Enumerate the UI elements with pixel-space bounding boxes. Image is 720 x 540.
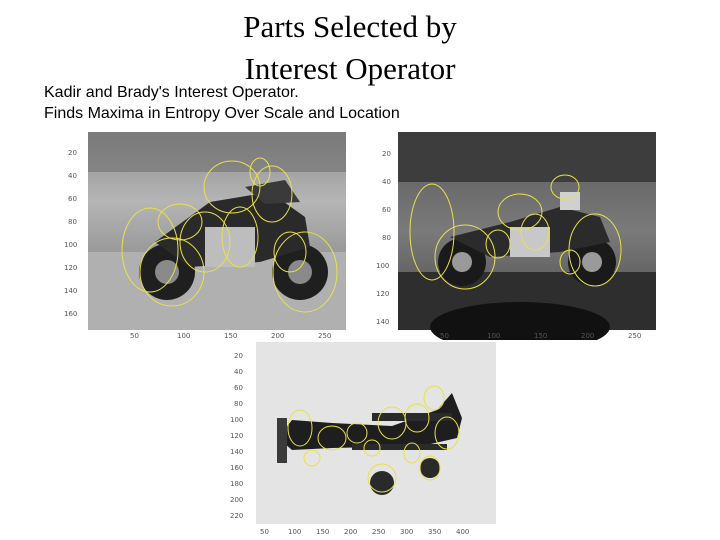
y-tick: 40 (234, 368, 243, 376)
y-tick: 60 (234, 384, 243, 392)
y-tick: 60 (68, 195, 77, 203)
y-tick: 40 (382, 178, 391, 186)
y-tick: 20 (68, 149, 77, 157)
y-tick: 140 (376, 318, 390, 326)
y-tick: 100 (230, 416, 244, 424)
y-axis-ticks (230, 352, 243, 520)
y-tick: 120 (230, 432, 244, 440)
x-tick: 300 (400, 528, 414, 536)
y-tick: 80 (68, 218, 77, 226)
y-tick: 160 (230, 464, 244, 472)
motorbike-right-image (370, 132, 660, 340)
motorbike-figure-left (60, 132, 350, 340)
airplane-image (222, 338, 512, 538)
y-axis-ticks (64, 149, 77, 318)
motorbike-figure-right (370, 132, 660, 340)
y-tick: 20 (382, 150, 391, 158)
x-tick: 250 (372, 528, 386, 536)
y-tick: 120 (376, 290, 390, 298)
x-tick: 150 (316, 528, 330, 536)
y-tick: 140 (64, 287, 78, 295)
x-tick: 200 (271, 332, 285, 340)
motorbike-left-image (60, 132, 350, 340)
x-tick: 50 (440, 332, 449, 340)
y-tick: 40 (68, 172, 77, 180)
x-tick: 50 (260, 528, 269, 536)
y-tick: 100 (64, 241, 78, 249)
title-line-2: Interest Operator (244, 51, 456, 86)
x-tick: 50 (130, 332, 139, 340)
y-tick: 100 (376, 262, 390, 270)
x-tick: 200 (581, 332, 595, 340)
y-tick: 20 (234, 352, 243, 360)
x-tick: 350 (428, 528, 442, 536)
slide-title (200, 6, 500, 90)
y-tick: 80 (382, 234, 391, 242)
y-tick: 60 (382, 206, 391, 214)
y-tick: 140 (230, 448, 244, 456)
y-tick: 80 (234, 400, 243, 408)
x-tick: 150 (224, 332, 238, 340)
x-tick: 250 (318, 332, 332, 340)
x-tick: 400 (456, 528, 470, 536)
y-tick: 120 (64, 264, 78, 272)
x-tick: 200 (344, 528, 358, 536)
x-tick: 100 (288, 528, 302, 536)
airplane-figure (222, 338, 512, 538)
slide-subtitle (44, 82, 400, 124)
y-axis-ticks (376, 150, 391, 326)
y-tick: 200 (230, 496, 244, 504)
x-tick: 100 (487, 332, 501, 340)
y-tick: 180 (230, 480, 244, 488)
x-axis-ticks (260, 528, 469, 536)
x-tick: 250 (628, 332, 642, 340)
y-tick: 220 (230, 512, 244, 520)
subtitle-line-1: Kadir and Brady's Interest Operator. (44, 84, 299, 101)
y-tick: 160 (64, 310, 78, 318)
x-tick: 150 (534, 332, 548, 340)
subtitle-line-2: Finds Maxima in Entropy Over Scale and Location (44, 105, 400, 122)
title-line-1: Parts Selected by (243, 9, 457, 44)
x-tick: 100 (177, 332, 191, 340)
